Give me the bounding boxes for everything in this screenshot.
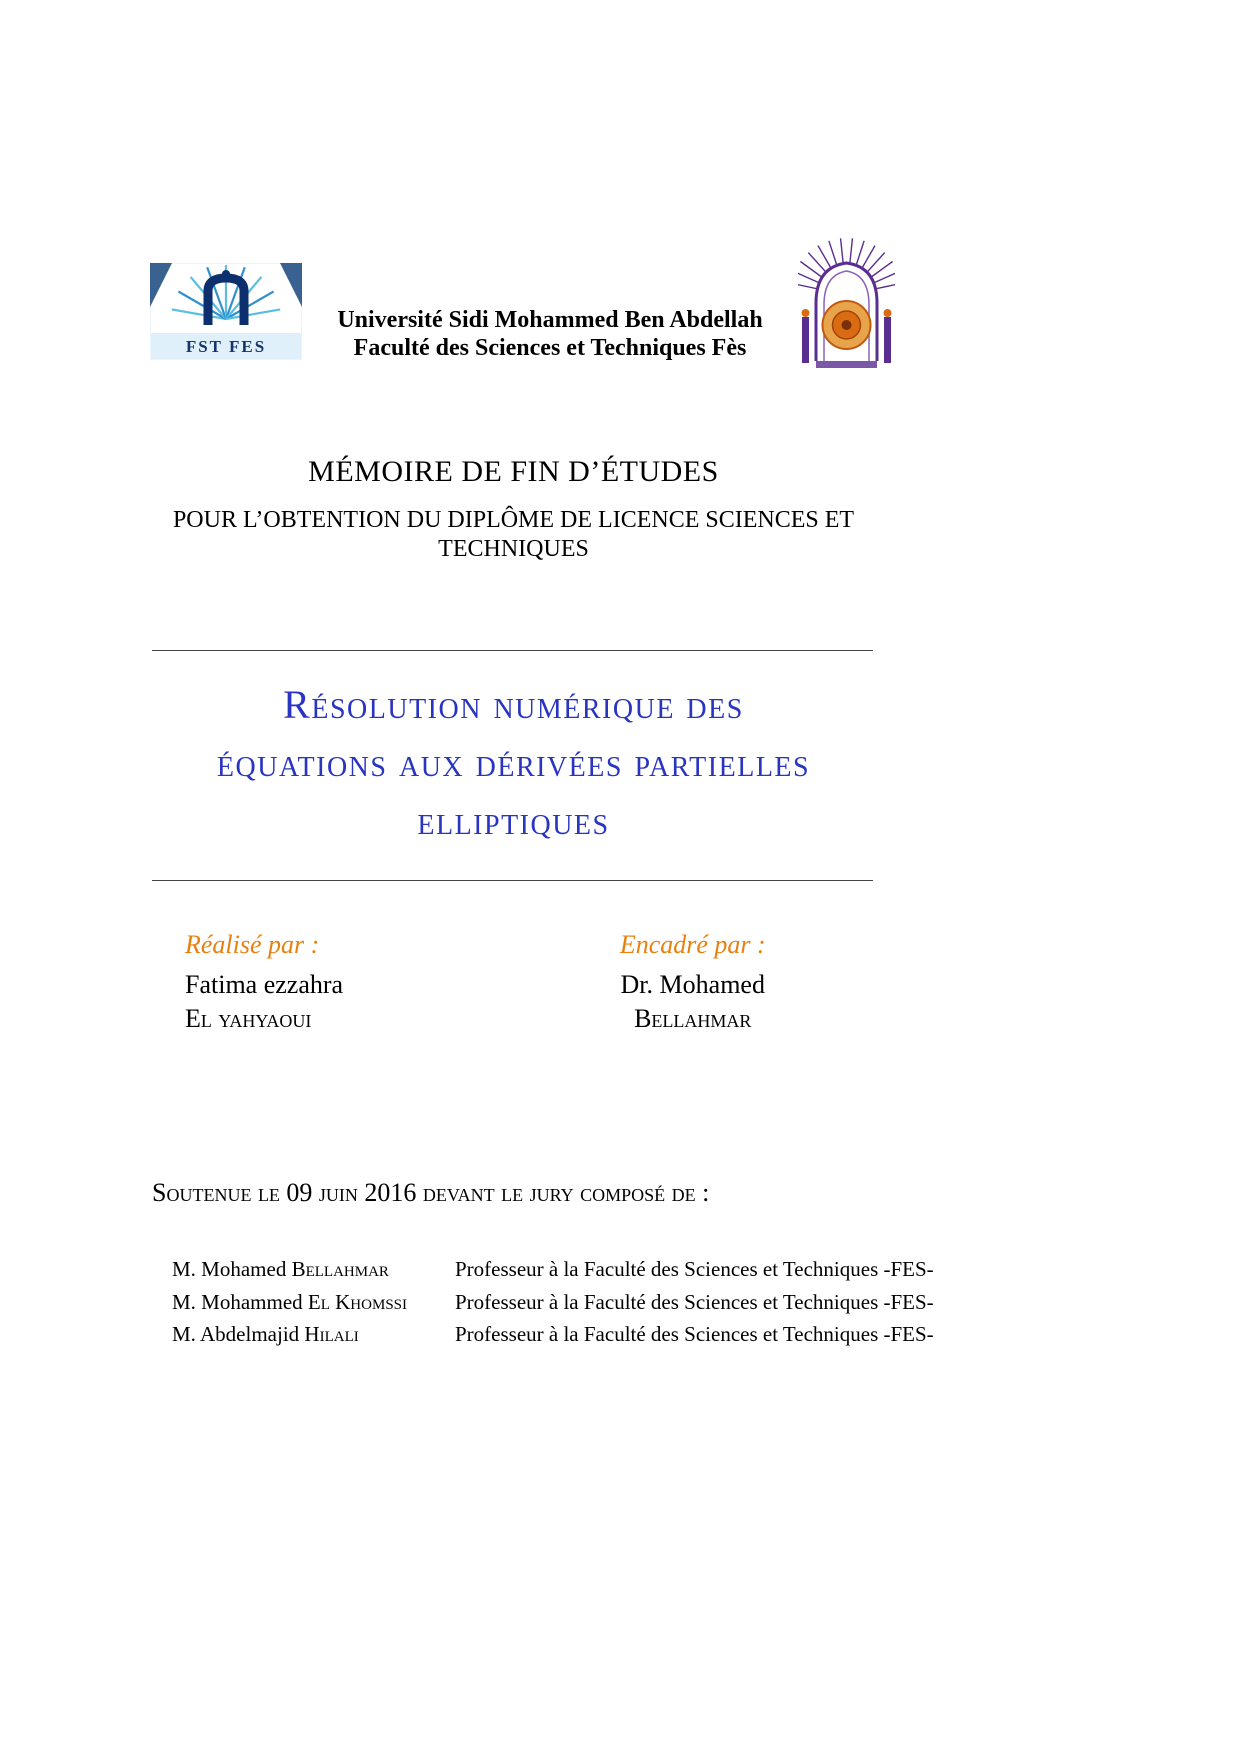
thesis-title-line3: elliptiques (417, 798, 610, 843)
memoire-title: MÉMOIRE DE FIN D’ÉTUDES (308, 455, 719, 488)
thesis-title-line1: Résolution numérique des (283, 682, 744, 727)
jury-member-role: Professeur à la Faculté des Sciences et Techniques -FES- (455, 1257, 934, 1281)
university-header (300, 306, 800, 362)
fst-fes-logo (150, 263, 302, 360)
supervisor-block (513, 930, 874, 1036)
university-name: Université Sidi Mohammed Ben Abdellah (337, 307, 763, 333)
author-name-line1: Fatima ezzahra (185, 970, 344, 999)
divider-bottom (152, 880, 873, 881)
author-label: Réalisé par : (185, 930, 320, 959)
memoire-subtitle-line1: POUR L’OBTENTION DU DIPLÔME DE LICENCE SCIENCES ET (172, 507, 855, 533)
jury-member-name: M. Mohamed Bellahmar (172, 1257, 389, 1281)
supervisor-label: Encadré par : (619, 930, 766, 959)
thesis-title-line2: équations aux dérivées partielles (216, 740, 811, 785)
defense-statement: Soutenue le 09 juin 2016 devant le jury composé de : (152, 1178, 710, 1207)
divider-top (152, 650, 873, 651)
jury-table (172, 1253, 992, 1351)
memoire-subtitle-line2: TECHNIQUES (438, 536, 589, 562)
credits-section (152, 930, 873, 1036)
university-seal (798, 233, 895, 375)
jury-member-role: Professeur à la Faculté des Sciences et Techniques -FES- (455, 1289, 934, 1314)
fst-fes-logo-text: FST FES (185, 337, 267, 356)
jury-member-role: Professeur à la Faculté des Sciences et Techniques -FES- (455, 1322, 934, 1346)
thesis-title (132, 676, 895, 850)
university-seal-graphic (798, 233, 895, 375)
jury-member-name: M. Mohammed El Khomssi (172, 1289, 407, 1314)
faculty-name: Faculté des Sciences et Techniques Fès (353, 335, 747, 361)
supervisor-name-line2: Bellahmar (634, 1004, 752, 1033)
supervisor-name-line1: Dr. Mohamed (620, 970, 765, 999)
author-name-line2: El yahyaoui (185, 1004, 312, 1033)
memoire-subtitle (132, 506, 895, 564)
jury-member-name: M. Abdelmajid Hilali (172, 1322, 359, 1346)
author-block (152, 930, 513, 1036)
fst-fes-logo-graphic (150, 263, 302, 360)
